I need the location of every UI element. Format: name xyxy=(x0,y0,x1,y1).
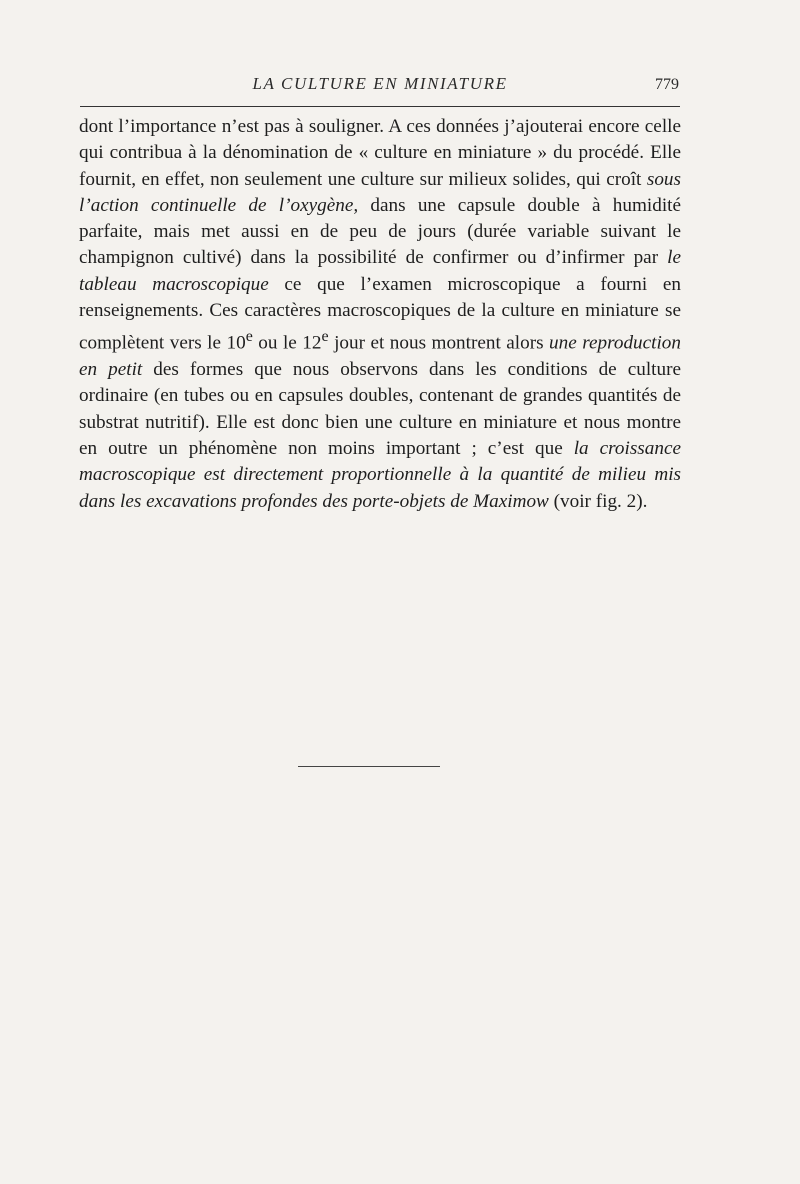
superscript: e xyxy=(245,328,253,346)
text-run: jour et nous montrent alors xyxy=(328,332,550,354)
text-run: ce que l’examen microscopique a fourni en renseignements. Ces caractères macroscopiques de la culture en miniature se complètent vers le 10 xyxy=(79,273,681,354)
text-run: des formes que nous observons dans les conditions de culture ordinaire (en tubes ou en capsules doubles, contenant de grandes quantités de substrat nutritif). Elle est donc bien une culture en miniature et nous montre en outre un phénomène non moins important ; c’est que xyxy=(79,359,681,459)
superscript: e xyxy=(321,328,329,346)
section-end-rule xyxy=(298,766,440,767)
text-run: dans une capsule double à humidité parfaite, mais met aussi en de peu de jours (durée variable suivant le champignon cultivé) dans la possibilité de confirmer ou d’infirmer par xyxy=(79,194,681,269)
running-title: LA CULTURE EN MINIATURE xyxy=(252,74,508,93)
page-number: 779 xyxy=(655,76,679,93)
text-run: dont l’importance n’est pas à souligner. A ces données j’ajouterai encore celle qui contribua à la dénomination de « culture en miniature » du procédé. Elle fournit, en effet, non seulement une culture sur milieux solides, qui croît xyxy=(79,116,681,190)
italic-run: le tableau macroscopique xyxy=(79,247,681,295)
italic-run: la croissance macroscopique est directement proportionnelle à la quantité de milieu mis dans les excavations profondes des porte-objets de Maximow xyxy=(79,437,681,512)
italic-run: sous l’action continuelle de l’oxygène, xyxy=(79,168,681,216)
body-text xyxy=(79,114,681,515)
paragraph xyxy=(79,114,681,515)
italic-run: une reproduction en petit xyxy=(79,332,681,381)
text-run: (voir fig. 2). xyxy=(548,490,648,512)
header-rule xyxy=(80,106,680,107)
text-run: ou le 12 xyxy=(252,332,322,354)
